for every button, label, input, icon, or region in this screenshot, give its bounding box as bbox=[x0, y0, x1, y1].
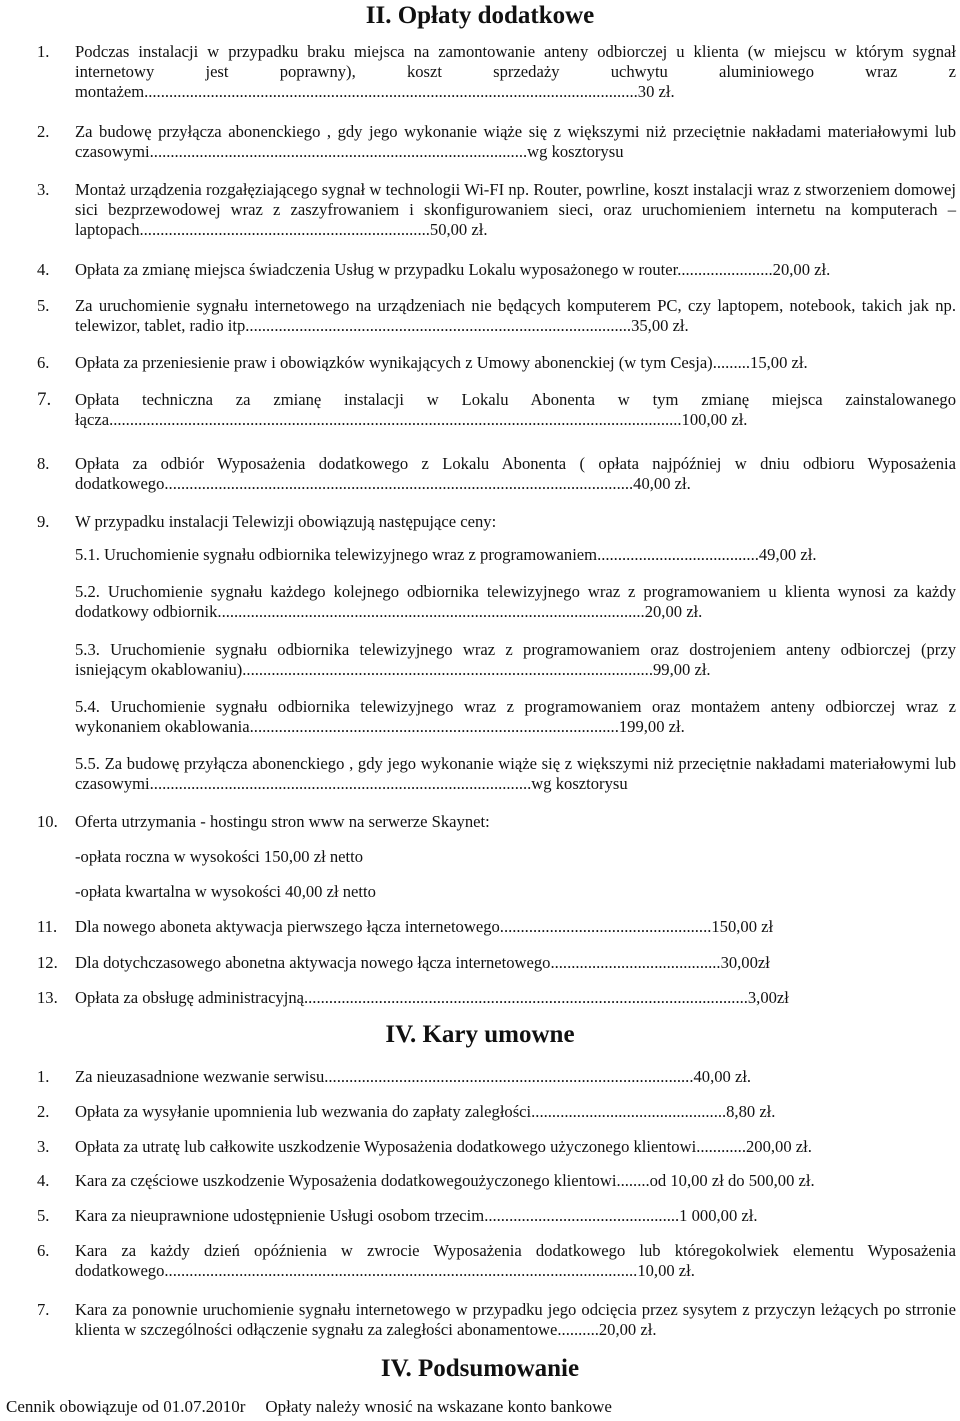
item-number: 10. bbox=[37, 812, 58, 831]
item-text: Oferta utrzymania - hostingu stron www na serwerze Skaynet: bbox=[75, 812, 490, 831]
item-text: Opłata za odbiór Wyposażenia dodatkowego z Lokalu Abonenta ( opłata najpóźniej w dniu odbioru Wyposażenia dodatkowego.................................................................................................................40,00 zł. bbox=[75, 454, 956, 493]
item-number: 13. bbox=[37, 988, 58, 1007]
tv-price-item: 5.4. Uruchomienie sygnału odbiornika telewizyjnego wraz z programowaniem oraz montażem anteny odbiorczej wraz z wykonaniem okablowania.........................................................................................199,00 zł. bbox=[75, 697, 956, 736]
tv-price-item: 5.3. Uruchomienie sygnału odbiornika telewizyjnego wraz z programowaniem oraz dostrojeniem anteny odbiorczej (przy isniejącym okablowaniu)...................................................................................................99,00 zł. bbox=[75, 640, 956, 679]
item-text: Za nieuzasadnione wezwanie serwisu.........................................................................................40,00 zł. bbox=[75, 1067, 752, 1086]
item-number: 6. bbox=[37, 1241, 50, 1260]
item-text: Za uruchomienie sygnału internetowego na urządzeniach nie będących komputerem PC, czy laptopem, notebook, takich jak np. telewizor, tablet, radio itp.............................................................................................35,00 zł. bbox=[75, 296, 956, 335]
list-item bbox=[37, 988, 956, 1008]
list-item bbox=[37, 1067, 956, 1087]
list-item bbox=[37, 122, 956, 162]
list-item bbox=[37, 1102, 956, 1122]
payment-info-text: Opłaty należy wnosić na wskazane konto bankowe bbox=[265, 1397, 612, 1416]
item-text: Dla dotychczasowego abonetna aktywacja nowego łącza internetowego.........................................30,00zł bbox=[75, 953, 770, 972]
tv-price-item: 5.1. Uruchomienie sygnału odbiornika telewizyjnego wraz z programowaniem.......................................49,00 zł. bbox=[75, 545, 817, 564]
item-number: 5. bbox=[37, 1206, 50, 1225]
item-number: 4. bbox=[37, 1171, 50, 1190]
item-number: 1. bbox=[37, 42, 50, 61]
list-item bbox=[37, 42, 956, 102]
list-item bbox=[37, 454, 956, 494]
item-number: 9. bbox=[37, 512, 50, 531]
item-text: Dla nowego aboneta aktywacja pierwszego łącza internetowego...................................................150,00 zł bbox=[75, 917, 774, 936]
tv-price-item: 5.2. Uruchomienie sygnału każdego kolejnego odbiornika telewizyjnego wraz z programowaniem u klienta wynosi za każdy dodatkowy odbiornik.......................................................................................................20,00 zł. bbox=[75, 582, 956, 621]
list-item bbox=[37, 1206, 956, 1226]
item-number: 8. bbox=[37, 454, 50, 473]
list-item bbox=[37, 953, 956, 973]
item-number: 2. bbox=[37, 1102, 50, 1121]
list-item bbox=[37, 1137, 956, 1157]
item-text: Opłata techniczna za zmianę instalacji w Lokalu Abonenta w tym zmianę miejsca zainstalowanego łącza..........................................................................................................................................100,00 zł. bbox=[75, 390, 956, 429]
list-item bbox=[37, 1171, 956, 1191]
item-text: Opłata za wysyłanie upomnienia lub wezwania do zapłaty zaległości...............................................8,80 zł. bbox=[75, 1102, 776, 1121]
list-item bbox=[37, 296, 956, 336]
item-number: 3. bbox=[37, 1137, 50, 1156]
list-item bbox=[37, 260, 956, 280]
list-item bbox=[37, 917, 956, 937]
item-number: 5. bbox=[37, 296, 50, 315]
item-number: 3. bbox=[37, 180, 50, 199]
item-number: 1. bbox=[37, 1067, 50, 1086]
item-text: Opłata za obsługę administracyjną...........................................................................................................3,00zł bbox=[75, 988, 789, 1007]
list-item bbox=[37, 180, 956, 240]
item-text: Kara za każdy dzień opóźnienia w zwrocie Wyposażenia dodatkowego lub któregokolwiek elementu Wyposażenia dodatkowego..................................................................................................................10,00 zł. bbox=[75, 1241, 956, 1280]
item-text: Kara za częściowe uszkodzenie Wyposażenia dodatkowegoużyczonego klientowi........od 10,00 zł do 500,00 zł. bbox=[75, 1171, 815, 1190]
item-text: Za budowę przyłącza abonenckiego , gdy jego wykonanie wiąże się z większymi niż przeciętnie nakładami materiałowymi lub czasowymi...........................................................................................wg kosztorysu bbox=[75, 122, 956, 161]
hosting-annual-fee: -opłata roczna w wysokości 150,00 zł netto bbox=[75, 847, 364, 866]
page-title-oplaty: II. Opłaty dodatkowe bbox=[365, 2, 595, 29]
item-number: 4. bbox=[37, 260, 50, 279]
item-text: Opłata za zmianę miejsca świadczenia Usług w przypadku Lokalu wyposażonego w router.......................20,00 zł. bbox=[75, 260, 831, 279]
list-item bbox=[37, 1300, 956, 1340]
list-item bbox=[37, 512, 956, 532]
list-item bbox=[37, 1241, 956, 1281]
item-number: 7. bbox=[37, 1300, 50, 1319]
list-item bbox=[37, 353, 956, 373]
section-title-kary: IV. Kary umowne bbox=[385, 1021, 575, 1048]
hosting-quarterly-fee: -opłata kwartalna w wysokości 40,00 zł netto bbox=[75, 882, 376, 901]
list-item bbox=[37, 389, 956, 430]
item-text: Podczas instalacji w przypadku braku miejsca na zamontowanie anteny odbiorczej u klienta (w miejscu w którym sygnał internetowy jest poprawny), koszt sprzedaży uchwytu aluminiowego wraz z montażem.......................................................................................................................30 zł. bbox=[75, 42, 956, 101]
list-item bbox=[37, 812, 956, 832]
tv-price-item: 5.5. Za budowę przyłącza abonenckiego , gdy jego wykonanie wiąże się z większymi niż przeciętnie nakładami materiałowymi lub czasowymi............................................................................................wg kosztorysu bbox=[75, 754, 956, 793]
item-number: 2. bbox=[37, 122, 50, 141]
item-number: 12. bbox=[37, 953, 58, 972]
item-number: 7. bbox=[37, 389, 52, 410]
item-text: Montaż urządzenia rozgałęziającego sygnał w technologii Wi-FI np. Router, powrline, koszt instalacji wraz z stworzeniem domowej sici bezprzewodowej wraz z zaszyfrowaniem i skonfigurowaniem sieci, oraz uruchomieniem internetu na komputerach – laptopach......................................................................50,00 zł. bbox=[75, 180, 956, 239]
item-text: W przypadku instalacji Telewizji obowiązują następujące ceny: bbox=[75, 512, 497, 531]
item-number: 6. bbox=[37, 353, 50, 372]
validity-date-text: Cennik obowiązuje od 01.07.2010r bbox=[6, 1397, 246, 1416]
item-text: Kara za nieuprawnione udostępnienie Usługi osobom trzecim...............................................1 000,00 zł. bbox=[75, 1206, 758, 1225]
item-text: Opłata za utratę lub całkowite uszkodzenie Wyposażenia dodatkowego użyczonego klientowi............200,00 zł. bbox=[75, 1137, 812, 1156]
section-title-podsumowanie: IV. Podsumowanie bbox=[380, 1355, 580, 1382]
item-text: Kara za ponownie uruchomienie sygnału internetowego w przypadku jego odcięcia przez sysytem z przyczyn leżących po strronie klienta w szczególności odłączenie sygnału za zaległości abonamentowe..........20,00 zł. bbox=[75, 1300, 956, 1339]
footer bbox=[6, 1396, 956, 1418]
item-text: Opłata za przeniesienie praw i obowiązków wynikających z Umowy abonenckiej (w tym Cesja).........15,00 zł. bbox=[75, 353, 808, 372]
item-number: 11. bbox=[37, 917, 58, 936]
